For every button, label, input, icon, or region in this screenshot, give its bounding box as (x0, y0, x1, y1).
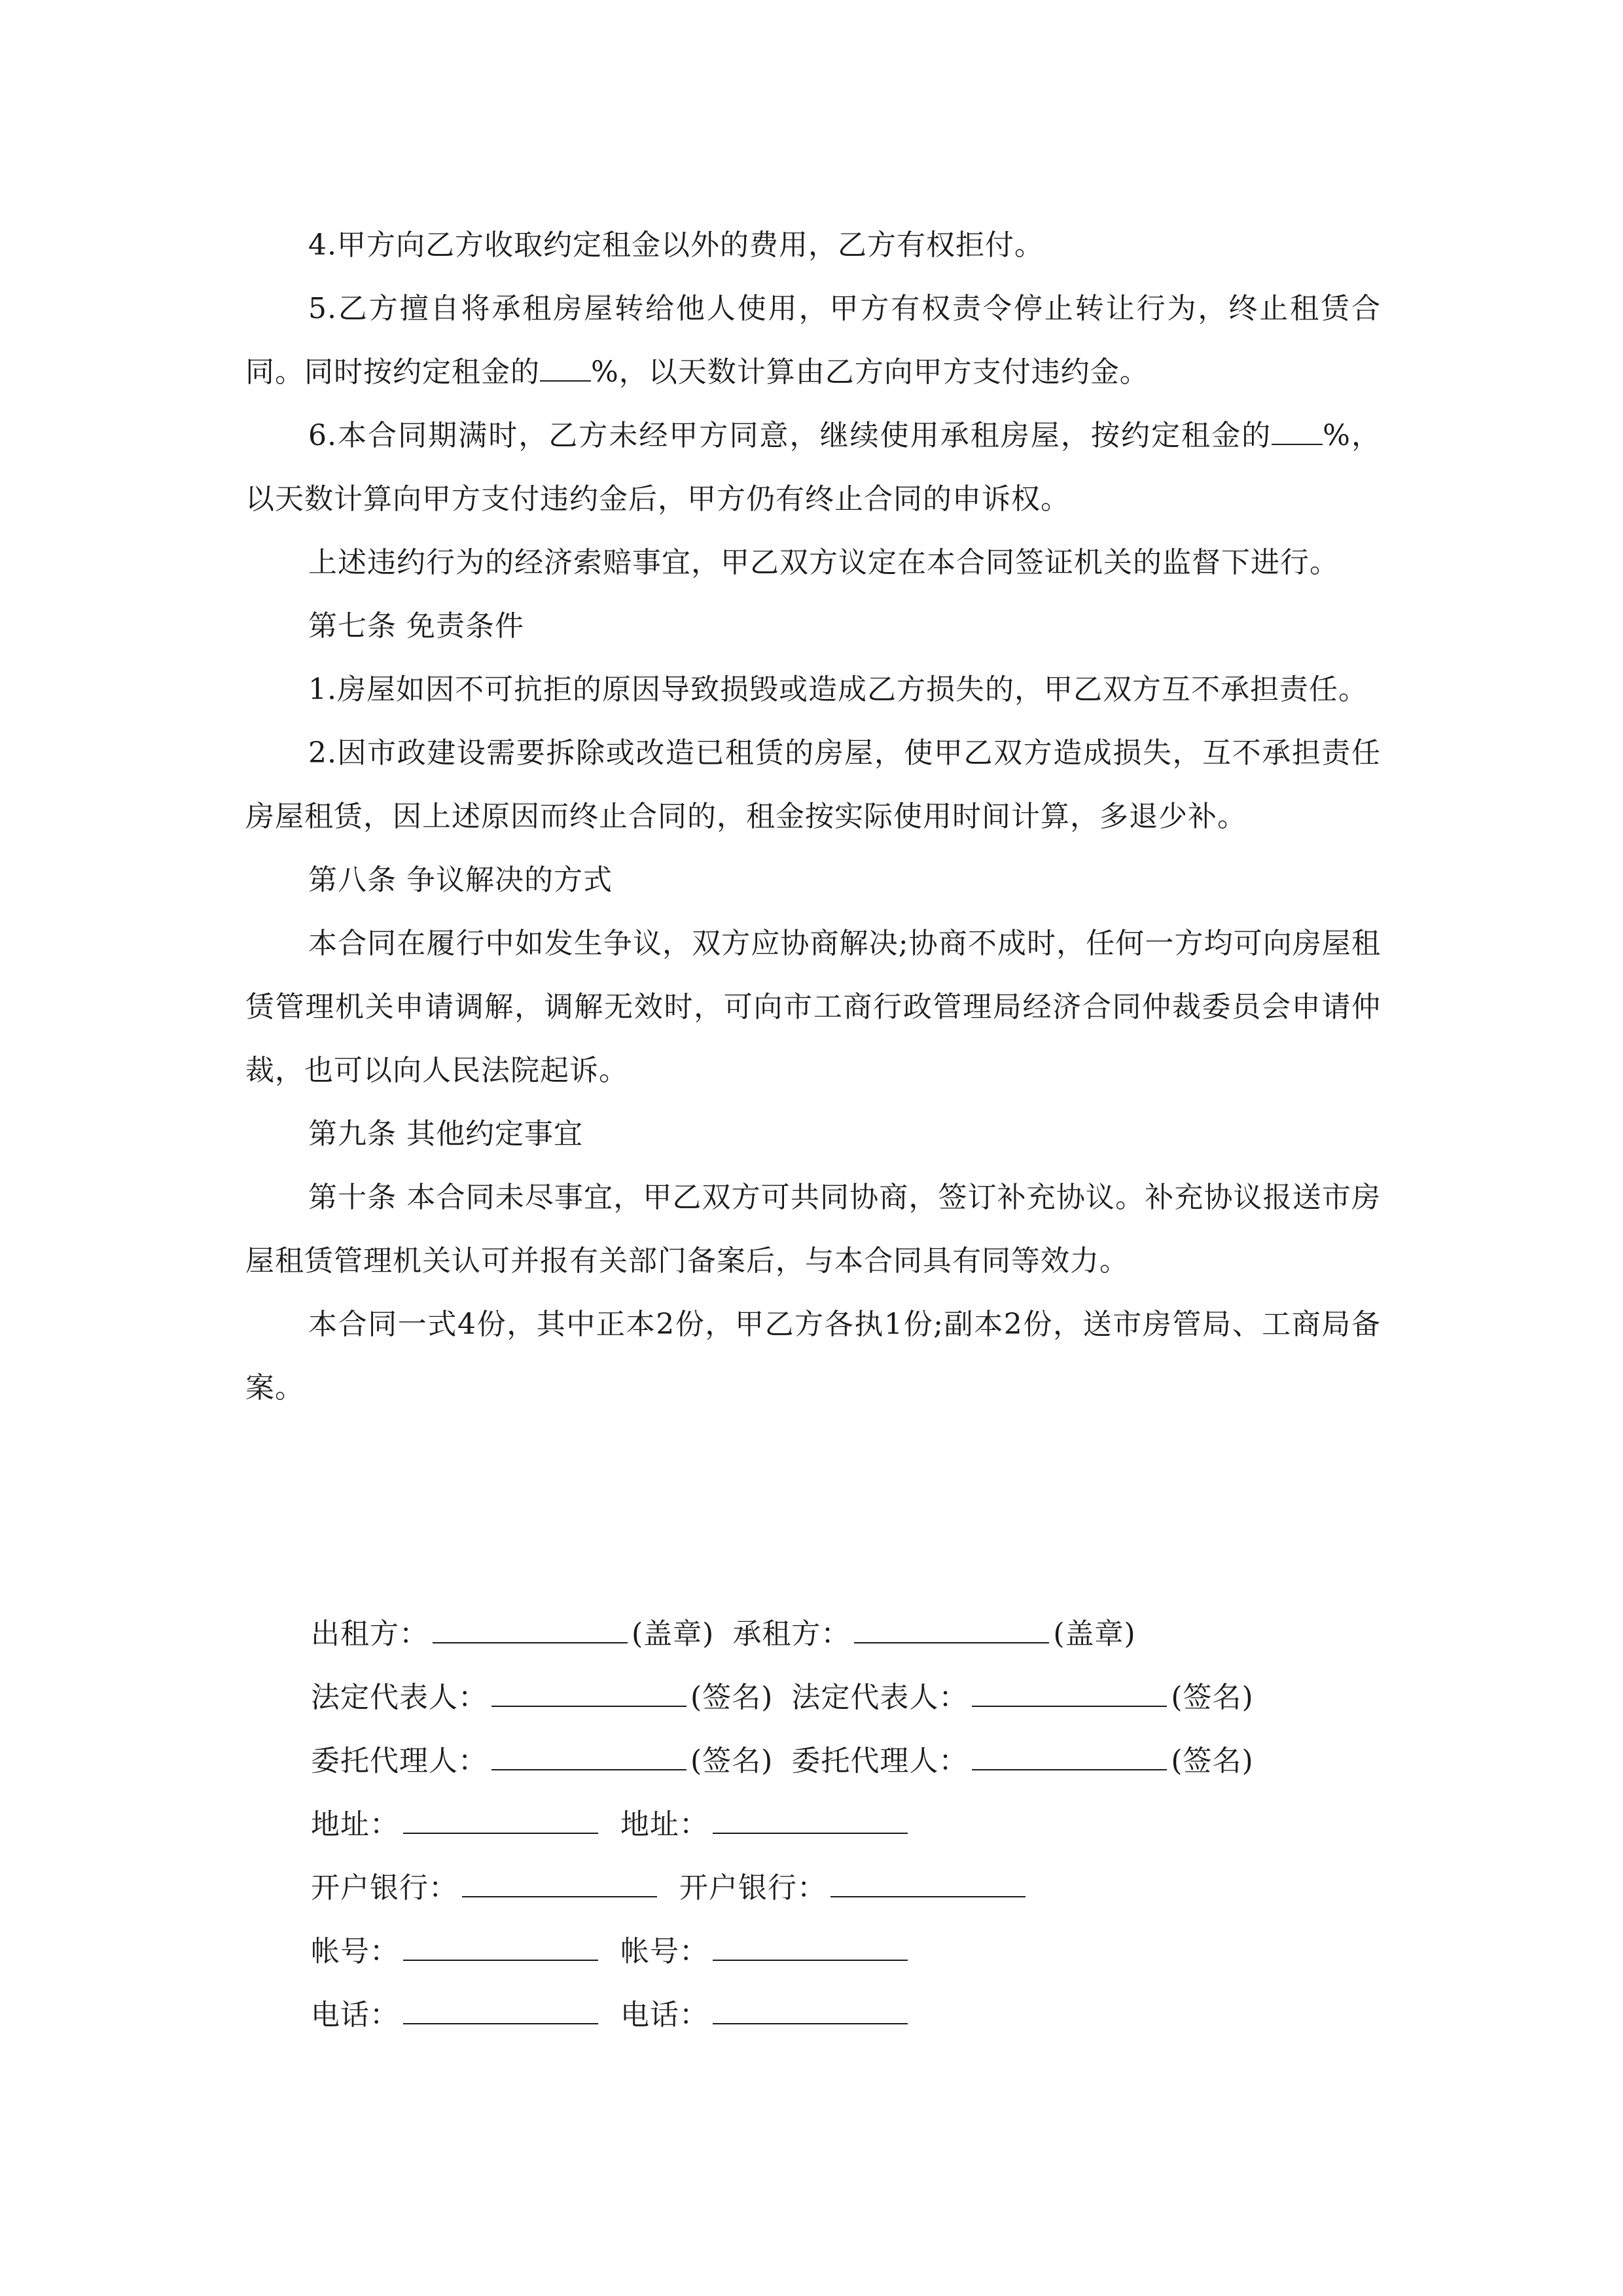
paragraph-breach-summary: 上述违约行为的经济索赔事宜，甲乙双方议定在本合同签证机关的监督下进行。 (308, 546, 1339, 579)
contract-body (245, 213, 1381, 1420)
paragraph-text-after: %，以天数计算向甲方支付违约金后，甲方仍有终止合同的申诉权。 (245, 419, 1382, 516)
paragraph-exemption-1: 1.房屋如因不可抗拒的原因导致损毁或造成乙方损失的，甲乙双方互不承担责任。 (308, 673, 1368, 706)
label-lessee: 承租方： (732, 1617, 851, 1651)
paragraph-text: 5.乙方擅自将承租房屋转给他人使用，甲方有权责令停止转让行为，终止租赁合同。同时按约定租金的 (245, 292, 1381, 389)
label-address-right: 地址： (620, 1808, 709, 1841)
label-bank-right: 开户银行： (679, 1871, 827, 1905)
percent-blank (1272, 422, 1323, 445)
sign-note-right: (签名) (1171, 1744, 1254, 1778)
heading-article-7: 第七条 免责条件 (308, 609, 524, 643)
bank-left-blank (462, 1876, 657, 1897)
address-left-blank (403, 1813, 598, 1834)
account-right-blank (713, 1940, 908, 1961)
legal-rep-right-blank (972, 1686, 1167, 1707)
paragraph-text: 6.本合同期满时，乙方未经甲方同意，继续使用承租房屋，按约定租金的 (308, 419, 1272, 452)
seal-note-left: (盖章) (632, 1617, 715, 1651)
seal-note-right: (盖章) (1053, 1617, 1136, 1651)
heading-article-8: 第八条 争议解决的方式 (308, 863, 613, 897)
label-legal-rep-right: 法定代表人： (791, 1681, 969, 1714)
signature-row-parties (311, 1602, 1254, 1666)
label-address-left: 地址： (311, 1808, 399, 1841)
legal-rep-left-blank (491, 1686, 687, 1707)
agent-right-blank (972, 1749, 1167, 1770)
paragraph-clause-6 (245, 404, 1381, 531)
label-phone-right: 电话： (620, 1998, 709, 2032)
sign-note-left: (签名) (690, 1744, 774, 1778)
lessee-blank (854, 1623, 1049, 1643)
label-account-right: 帐号： (620, 1935, 709, 1968)
bank-right-blank (830, 1876, 1026, 1897)
signature-row-phone (311, 1983, 1254, 2047)
sign-note-left: (签名) (690, 1681, 774, 1714)
percent-blank (540, 358, 591, 382)
label-legal-rep-left: 法定代表人： (311, 1681, 488, 1714)
paragraph-text-after: %，以天数计算由乙方向甲方支付违约金。 (591, 355, 1149, 389)
signature-row-account (311, 1920, 1254, 1983)
lessor-blank (433, 1623, 628, 1643)
signature-row-bank (311, 1856, 1254, 1920)
account-left-blank (403, 1940, 598, 1961)
signature-row-address (311, 1793, 1254, 1856)
paragraph-clause-4: 4.甲方向乙方收取约定租金以外的费用，乙方有权拒付。 (308, 228, 1044, 262)
address-right-blank (713, 1813, 908, 1834)
paragraph-copies: 本合同一式4份，其中正本2份，甲乙方各执1份;副本2份，送市房管局、工商局备案。 (245, 1308, 1381, 1405)
signature-block (311, 1602, 1254, 2047)
signature-row-legal-rep (311, 1666, 1254, 1729)
paragraph-dispute: 本合同在履行中如发生争议，双方应协商解决;协商不成时，任何一方均可向房屋租赁管理机关申请调解，调解无效时，可向市工商行政管理局经济合同仲裁委员会申请仲裁，也可以向人民法院起诉。 (245, 927, 1381, 1087)
paragraph-clause-5 (245, 277, 1381, 404)
paragraph-exemption-2: 2.因市政建设需要拆除或改造已租赁的房屋，使甲乙双方造成损失，互不承担责任房屋租赁，因上述原因而终止合同的，租金按实际使用时间计算，多退少补。 (245, 736, 1381, 833)
sign-note-right: (签名) (1171, 1681, 1254, 1714)
label-bank-left: 开户银行： (311, 1871, 458, 1905)
phone-right-blank (713, 2003, 908, 2024)
label-phone-left: 电话： (311, 1998, 399, 2032)
agent-left-blank (491, 1749, 687, 1770)
label-agent-right: 委托代理人： (791, 1744, 969, 1778)
signature-row-agent (311, 1729, 1254, 1793)
label-account-left: 帐号： (311, 1935, 399, 1968)
paragraph-article-10: 第十条 本合同未尽事宜，甲乙双方可共同协商，签订补充协议。补充协议报送市房屋租赁管理机关认可并报有关部门备案后，与本合同具有同等效力。 (245, 1181, 1381, 1278)
phone-left-blank (403, 2003, 598, 2024)
label-lessor: 出租方： (311, 1617, 429, 1651)
label-agent-left: 委托代理人： (311, 1744, 488, 1778)
heading-article-9: 第九条 其他约定事宜 (308, 1117, 583, 1151)
